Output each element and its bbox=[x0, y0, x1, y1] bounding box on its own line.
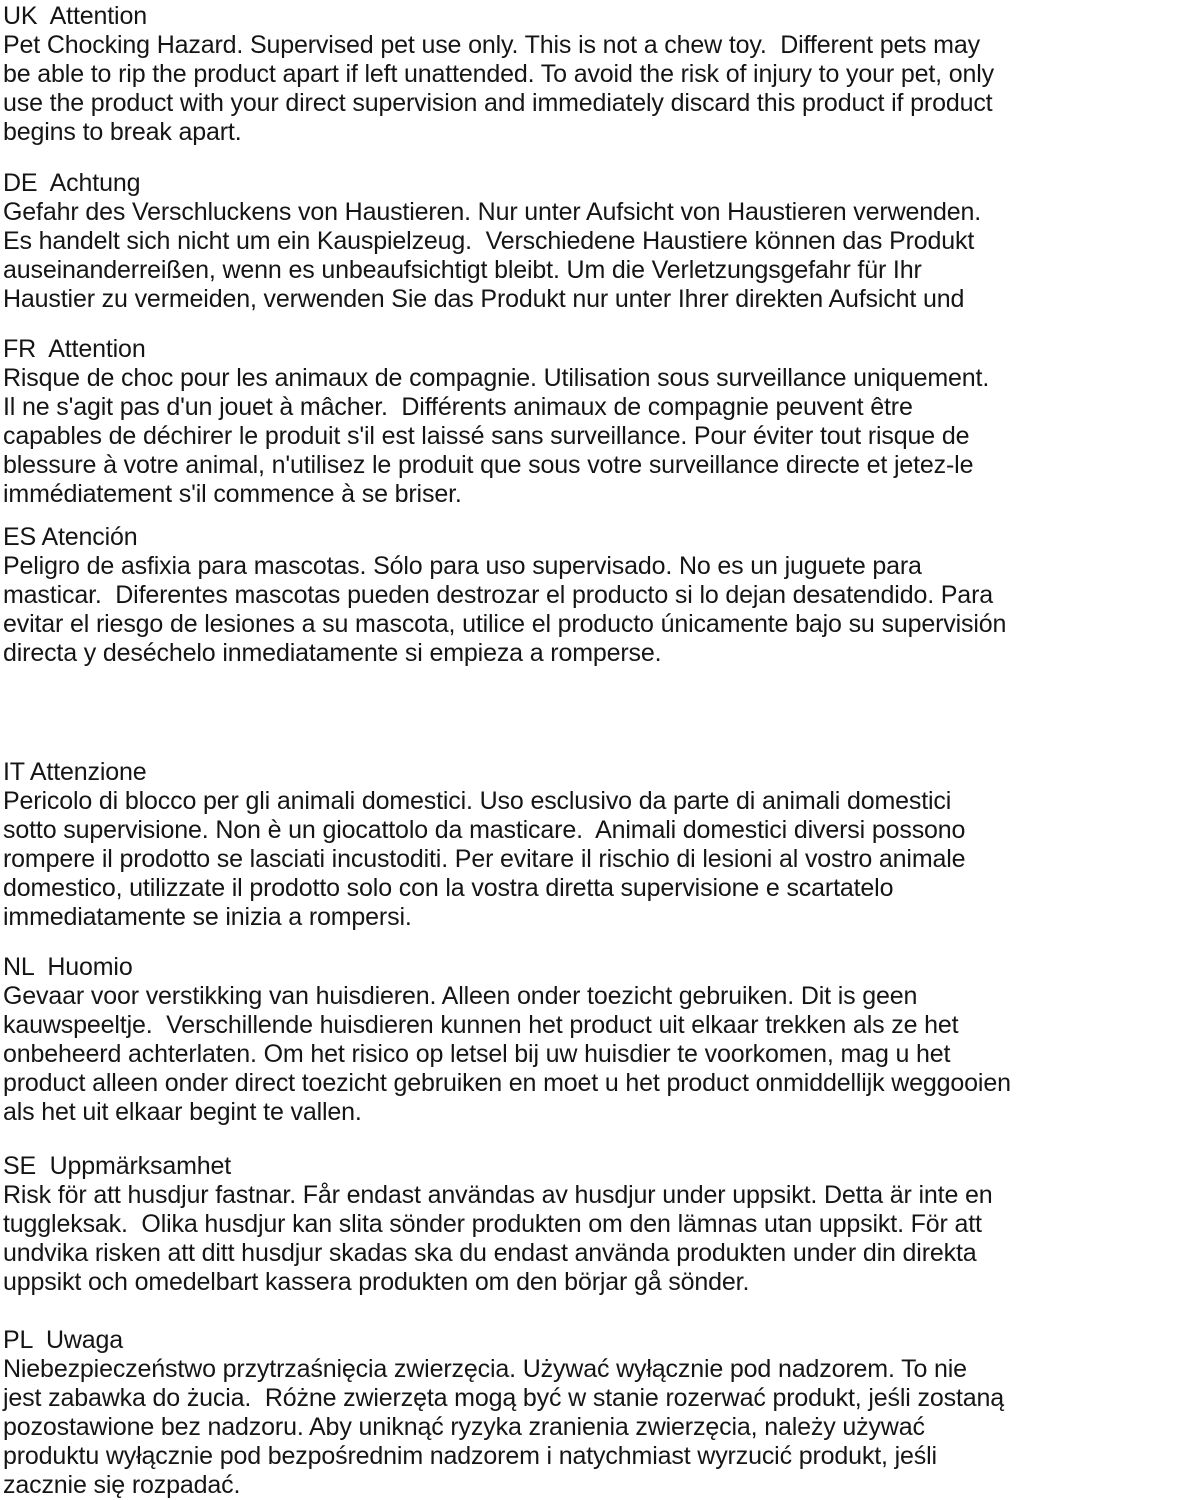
warning-text-line: jest zabawka do żucia. Różne zwierzęta mogą być w stanie rozerwać produkt, jeśli zostaną bbox=[3, 1384, 1005, 1412]
warning-text-line: Niebezpieczeństwo przytrzaśnięcia zwierzęcia. Używać wyłącznie pod nadzorem. To nie bbox=[3, 1355, 967, 1383]
section-se-swedish bbox=[3, 1152, 1197, 1297]
warning-text-line: kauwspeeltje. Verschillende huisdieren kunnen het product uit elkaar trekken als ze het bbox=[3, 1011, 959, 1039]
warning-text-line: uppsikt och omedelbart kassera produkten om den börjar gå sönder. bbox=[3, 1268, 750, 1296]
warning-text-line: Pericolo di blocco per gli animali domestici. Uso esclusivo da parte di animali domestici bbox=[3, 787, 952, 815]
warning-text-line: Gevaar voor verstikking van huisdieren. Alleen onder toezicht gebruiken. Dit is geen bbox=[3, 982, 918, 1010]
warning-text-line: immédiatement s'il commence à se briser. bbox=[3, 480, 462, 508]
warning-text-line: pozostawione bez nadzoru. Aby uniknąć ryzyka zranienia zwierzęcia, należy używać bbox=[3, 1413, 925, 1441]
warning-text-line: zacznie się rozpadać. bbox=[3, 1471, 241, 1499]
section-es-spanish bbox=[3, 523, 1197, 668]
section-it-italian bbox=[3, 758, 1197, 932]
warning-text-line: undvika risken att ditt husdjur skadas ska du endast använda produkten under din direkta bbox=[3, 1239, 977, 1267]
warning-text-line: Pet Chocking Hazard. Supervised pet use only. This is not a chew toy. Different pets may bbox=[3, 31, 980, 59]
warning-text-line: domestico, utilizzate il prodotto solo con la vostra diretta supervisione e scartatelo bbox=[3, 874, 894, 902]
warning-text-line: immediatamente se inizia a rompersi. bbox=[3, 903, 412, 931]
section-uk-english bbox=[3, 2, 1197, 147]
warning-text-line: tuggleksak. Olika husdjur kan slita sönder produkten om den lämnas utan uppsikt. För att bbox=[3, 1210, 982, 1238]
warning-text-line: begins to break apart. bbox=[3, 118, 242, 146]
warning-text-line: capables de déchirer le produit s'il est laissé sans surveillance. Pour éviter tout risque de bbox=[3, 422, 970, 450]
warning-text-line: Es handelt sich nicht um ein Kauspielzeug. Verschiedene Haustiere können das Produkt bbox=[3, 227, 975, 255]
section-de-german bbox=[3, 169, 1197, 314]
warning-text-line: Gefahr des Verschluckens von Haustieren. Nur unter Aufsicht von Haustieren verwenden. bbox=[3, 198, 982, 226]
warning-text-line: sotto supervisione. Non è un giocattolo da masticare. Animali domestici diversi possono bbox=[3, 816, 966, 844]
warning-text-line: be able to rip the product apart if left unattended. To avoid the risk of injury to your pet, only bbox=[3, 60, 995, 88]
section-heading-it: IT Attenzione bbox=[3, 758, 147, 786]
warning-text-line: auseinanderreißen, wenn es unbeaufsichtigt bleibt. Um die Verletzungsgefahr für Ihr bbox=[3, 256, 922, 284]
section-heading-de: DE Achtung bbox=[3, 169, 141, 197]
warning-text-line: onbeheerd achterlaten. Om het risico op letsel bij uw huisdier te voorkomen, mag u het bbox=[3, 1040, 951, 1068]
section-heading-se: SE Uppmärksamhet bbox=[3, 1152, 232, 1180]
warning-text-line: directa y deséchelo inmediatamente si empieza a romperse. bbox=[3, 639, 662, 667]
section-heading-fr: FR Attention bbox=[3, 335, 146, 363]
warning-text-line: produktu wyłącznie pod bezpośrednim nadzorem i natychmiast wyrzucić produkt, jeśli bbox=[3, 1442, 937, 1470]
section-heading-nl: NL Huomio bbox=[3, 953, 133, 981]
warning-text-line: use the product with your direct supervision and immediately discard this product if product bbox=[3, 89, 993, 117]
warning-text-line: product alleen onder direct toezicht gebruiken en moet u het product onmiddellijk weggooien bbox=[3, 1069, 1011, 1097]
section-fr-french bbox=[3, 335, 1197, 509]
section-pl-polish bbox=[3, 1326, 1197, 1500]
warning-text-line: evitar el riesgo de lesiones a su mascota, utilice el producto únicamente bajo su supervisión bbox=[3, 610, 1007, 638]
warning-text-line: Haustier zu vermeiden, verwenden Sie das Produkt nur unter Ihrer direkten Aufsicht und bbox=[3, 285, 965, 313]
warning-text-line: rompere il prodotto se lasciati incustoditi. Per evitare il rischio di lesioni al vostro animale bbox=[3, 845, 966, 873]
section-nl-dutch bbox=[3, 953, 1197, 1127]
warning-text-line: Risk för att husdjur fastnar. Får endast användas av husdjur under uppsikt. Detta är inte en bbox=[3, 1181, 993, 1209]
warning-text-line: blessure à votre animal, n'utilisez le produit que sous votre surveillance directe et jetez-le bbox=[3, 451, 974, 479]
section-heading-es: ES Atención bbox=[3, 523, 138, 551]
warning-text-line: masticar. Diferentes mascotas pueden destrozar el producto si lo dejan desatendido. Para bbox=[3, 581, 993, 609]
warning-text-line: Il ne s'agit pas d'un jouet à mâcher. Différents animaux de compagnie peuvent être bbox=[3, 393, 913, 421]
warning-text-line: als het uit elkaar begint te vallen. bbox=[3, 1098, 362, 1126]
section-heading-pl: PL Uwaga bbox=[3, 1326, 124, 1354]
section-heading-uk: UK Attention bbox=[3, 2, 147, 30]
warning-text-line: Peligro de asfixia para mascotas. Sólo para uso supervisado. No es un juguete para bbox=[3, 552, 922, 580]
warning-text-line: Risque de choc pour les animaux de compagnie. Utilisation sous surveillance uniquement. bbox=[3, 364, 990, 392]
